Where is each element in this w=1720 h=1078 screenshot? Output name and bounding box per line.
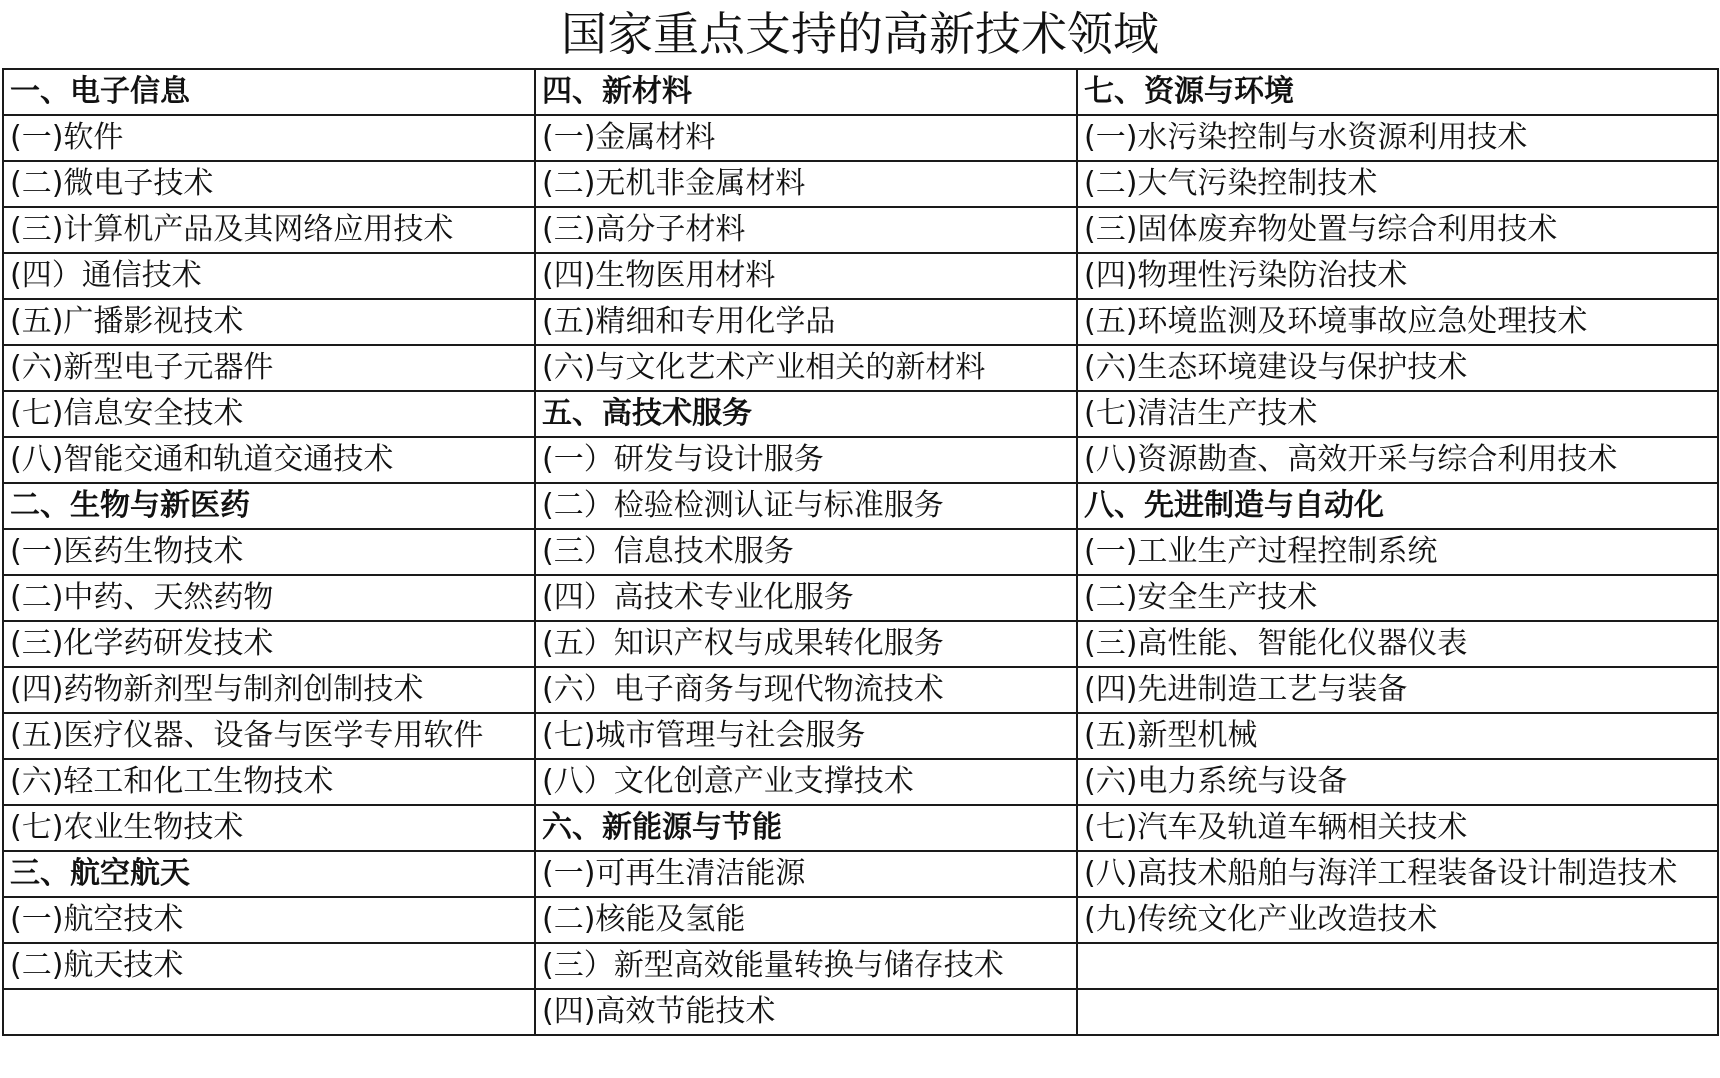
page-title: 国家重点支持的高新技术领域 <box>561 7 1159 61</box>
table-cell: (八)高技术船舶与海洋工程装备设计制造技术 <box>1077 851 1718 897</box>
table-cell: (六)电力系统与设备 <box>1077 759 1718 805</box>
table-row <box>3 391 1718 437</box>
table-row <box>3 621 1718 667</box>
table-cell: (三)高性能、智能化仪器仪表 <box>1077 621 1718 667</box>
table-cell: (三)化学药研发技术 <box>3 621 535 667</box>
table-cell: (一)可再生清洁能源 <box>535 851 1077 897</box>
table-cell <box>3 989 535 1035</box>
table-cell: (六）电子商务与现代物流技术 <box>535 667 1077 713</box>
table-row <box>3 713 1718 759</box>
table-cell: (四)先进制造工艺与装备 <box>1077 667 1718 713</box>
table-cell: (五)广播影视技术 <box>3 299 535 345</box>
table-body <box>3 69 1718 1035</box>
table-cell: (二）检验检测认证与标准服务 <box>535 483 1077 529</box>
table-cell: (五)精细和专用化学品 <box>535 299 1077 345</box>
table-cell: (一)软件 <box>3 115 535 161</box>
table-cell: (一)航空技术 <box>3 897 535 943</box>
table-cell: (五)新型机械 <box>1077 713 1718 759</box>
table-cell: (二)微电子技术 <box>3 161 535 207</box>
category-heading-cell: 六、新能源与节能 <box>535 805 1077 851</box>
category-heading-cell: 五、高技术服务 <box>535 391 1077 437</box>
table-row <box>3 253 1718 299</box>
table-cell: (四)生物医用材料 <box>535 253 1077 299</box>
category-heading-cell: 四、新材料 <box>535 69 1077 115</box>
table-cell: (二)大气污染控制技术 <box>1077 161 1718 207</box>
table-row <box>3 759 1718 805</box>
table-cell: (一)工业生产过程控制系统 <box>1077 529 1718 575</box>
table-cell: (六)轻工和化工生物技术 <box>3 759 535 805</box>
table-row <box>3 851 1718 897</box>
table-cell: (一)医药生物技术 <box>3 529 535 575</box>
table-cell: (三）信息技术服务 <box>535 529 1077 575</box>
table-cell: (七)清洁生产技术 <box>1077 391 1718 437</box>
table-cell: (二)无机非金属材料 <box>535 161 1077 207</box>
table-row <box>3 989 1718 1035</box>
table-cell: (三)计算机产品及其网络应用技术 <box>3 207 535 253</box>
table-cell: (三)高分子材料 <box>535 207 1077 253</box>
table-row <box>3 299 1718 345</box>
table-row <box>3 667 1718 713</box>
table-row <box>3 115 1718 161</box>
table-cell: (六)与文化艺术产业相关的新材料 <box>535 345 1077 391</box>
table-cell: (七)农业生物技术 <box>3 805 535 851</box>
table-cell: (九)传统文化产业改造技术 <box>1077 897 1718 943</box>
table-cell: (一）研发与设计服务 <box>535 437 1077 483</box>
tech-fields-table <box>2 68 1719 1036</box>
table-cell: (六)生态环境建设与保护技术 <box>1077 345 1718 391</box>
table-row <box>3 483 1718 529</box>
category-heading-cell: 七、资源与环境 <box>1077 69 1718 115</box>
table-cell: (六)新型电子元器件 <box>3 345 535 391</box>
table-cell: (二)中药、天然药物 <box>3 575 535 621</box>
table-cell: (一)金属材料 <box>535 115 1077 161</box>
table-cell: (五）知识产权与成果转化服务 <box>535 621 1077 667</box>
category-heading-cell: 八、先进制造与自动化 <box>1077 483 1718 529</box>
table-cell: (五)环境监测及环境事故应急处理技术 <box>1077 299 1718 345</box>
table-cell: (二)核能及氢能 <box>535 897 1077 943</box>
table-cell <box>1077 943 1718 989</box>
table-cell: (四)物理性污染防治技术 <box>1077 253 1718 299</box>
table-row <box>3 943 1718 989</box>
category-heading-cell: 一、电子信息 <box>3 69 535 115</box>
table-cell: (二)航天技术 <box>3 943 535 989</box>
table-row <box>3 345 1718 391</box>
table-cell: (七)城市管理与社会服务 <box>535 713 1077 759</box>
table-row <box>3 897 1718 943</box>
table-cell: (四)高效节能技术 <box>535 989 1077 1035</box>
table-cell: (二)安全生产技术 <box>1077 575 1718 621</box>
table-cell: (三）新型高效能量转换与储存技术 <box>535 943 1077 989</box>
table-cell: (五)医疗仪器、设备与医学专用软件 <box>3 713 535 759</box>
table-cell: (八）文化创意产业支撑技术 <box>535 759 1077 805</box>
table-row <box>3 529 1718 575</box>
table-row <box>3 207 1718 253</box>
table-cell: (八)资源勘查、高效开采与综合利用技术 <box>1077 437 1718 483</box>
table-cell: (四）通信技术 <box>3 253 535 299</box>
table-row <box>3 805 1718 851</box>
table-cell: (七)信息安全技术 <box>3 391 535 437</box>
table-cell: (四）高技术专业化服务 <box>535 575 1077 621</box>
table-row <box>3 437 1718 483</box>
table-cell <box>1077 989 1718 1035</box>
category-heading-cell: 三、航空航天 <box>3 851 535 897</box>
table-cell: (八)智能交通和轨道交通技术 <box>3 437 535 483</box>
table-cell: (三)固体废弃物处置与综合利用技术 <box>1077 207 1718 253</box>
table-row <box>3 69 1718 115</box>
table-cell: (七)汽车及轨道车辆相关技术 <box>1077 805 1718 851</box>
table-row <box>3 161 1718 207</box>
table-cell: (一)水污染控制与水资源利用技术 <box>1077 115 1718 161</box>
category-heading-cell: 二、生物与新医药 <box>3 483 535 529</box>
table-row <box>3 575 1718 621</box>
table-cell: (四)药物新剂型与制剂创制技术 <box>3 667 535 713</box>
